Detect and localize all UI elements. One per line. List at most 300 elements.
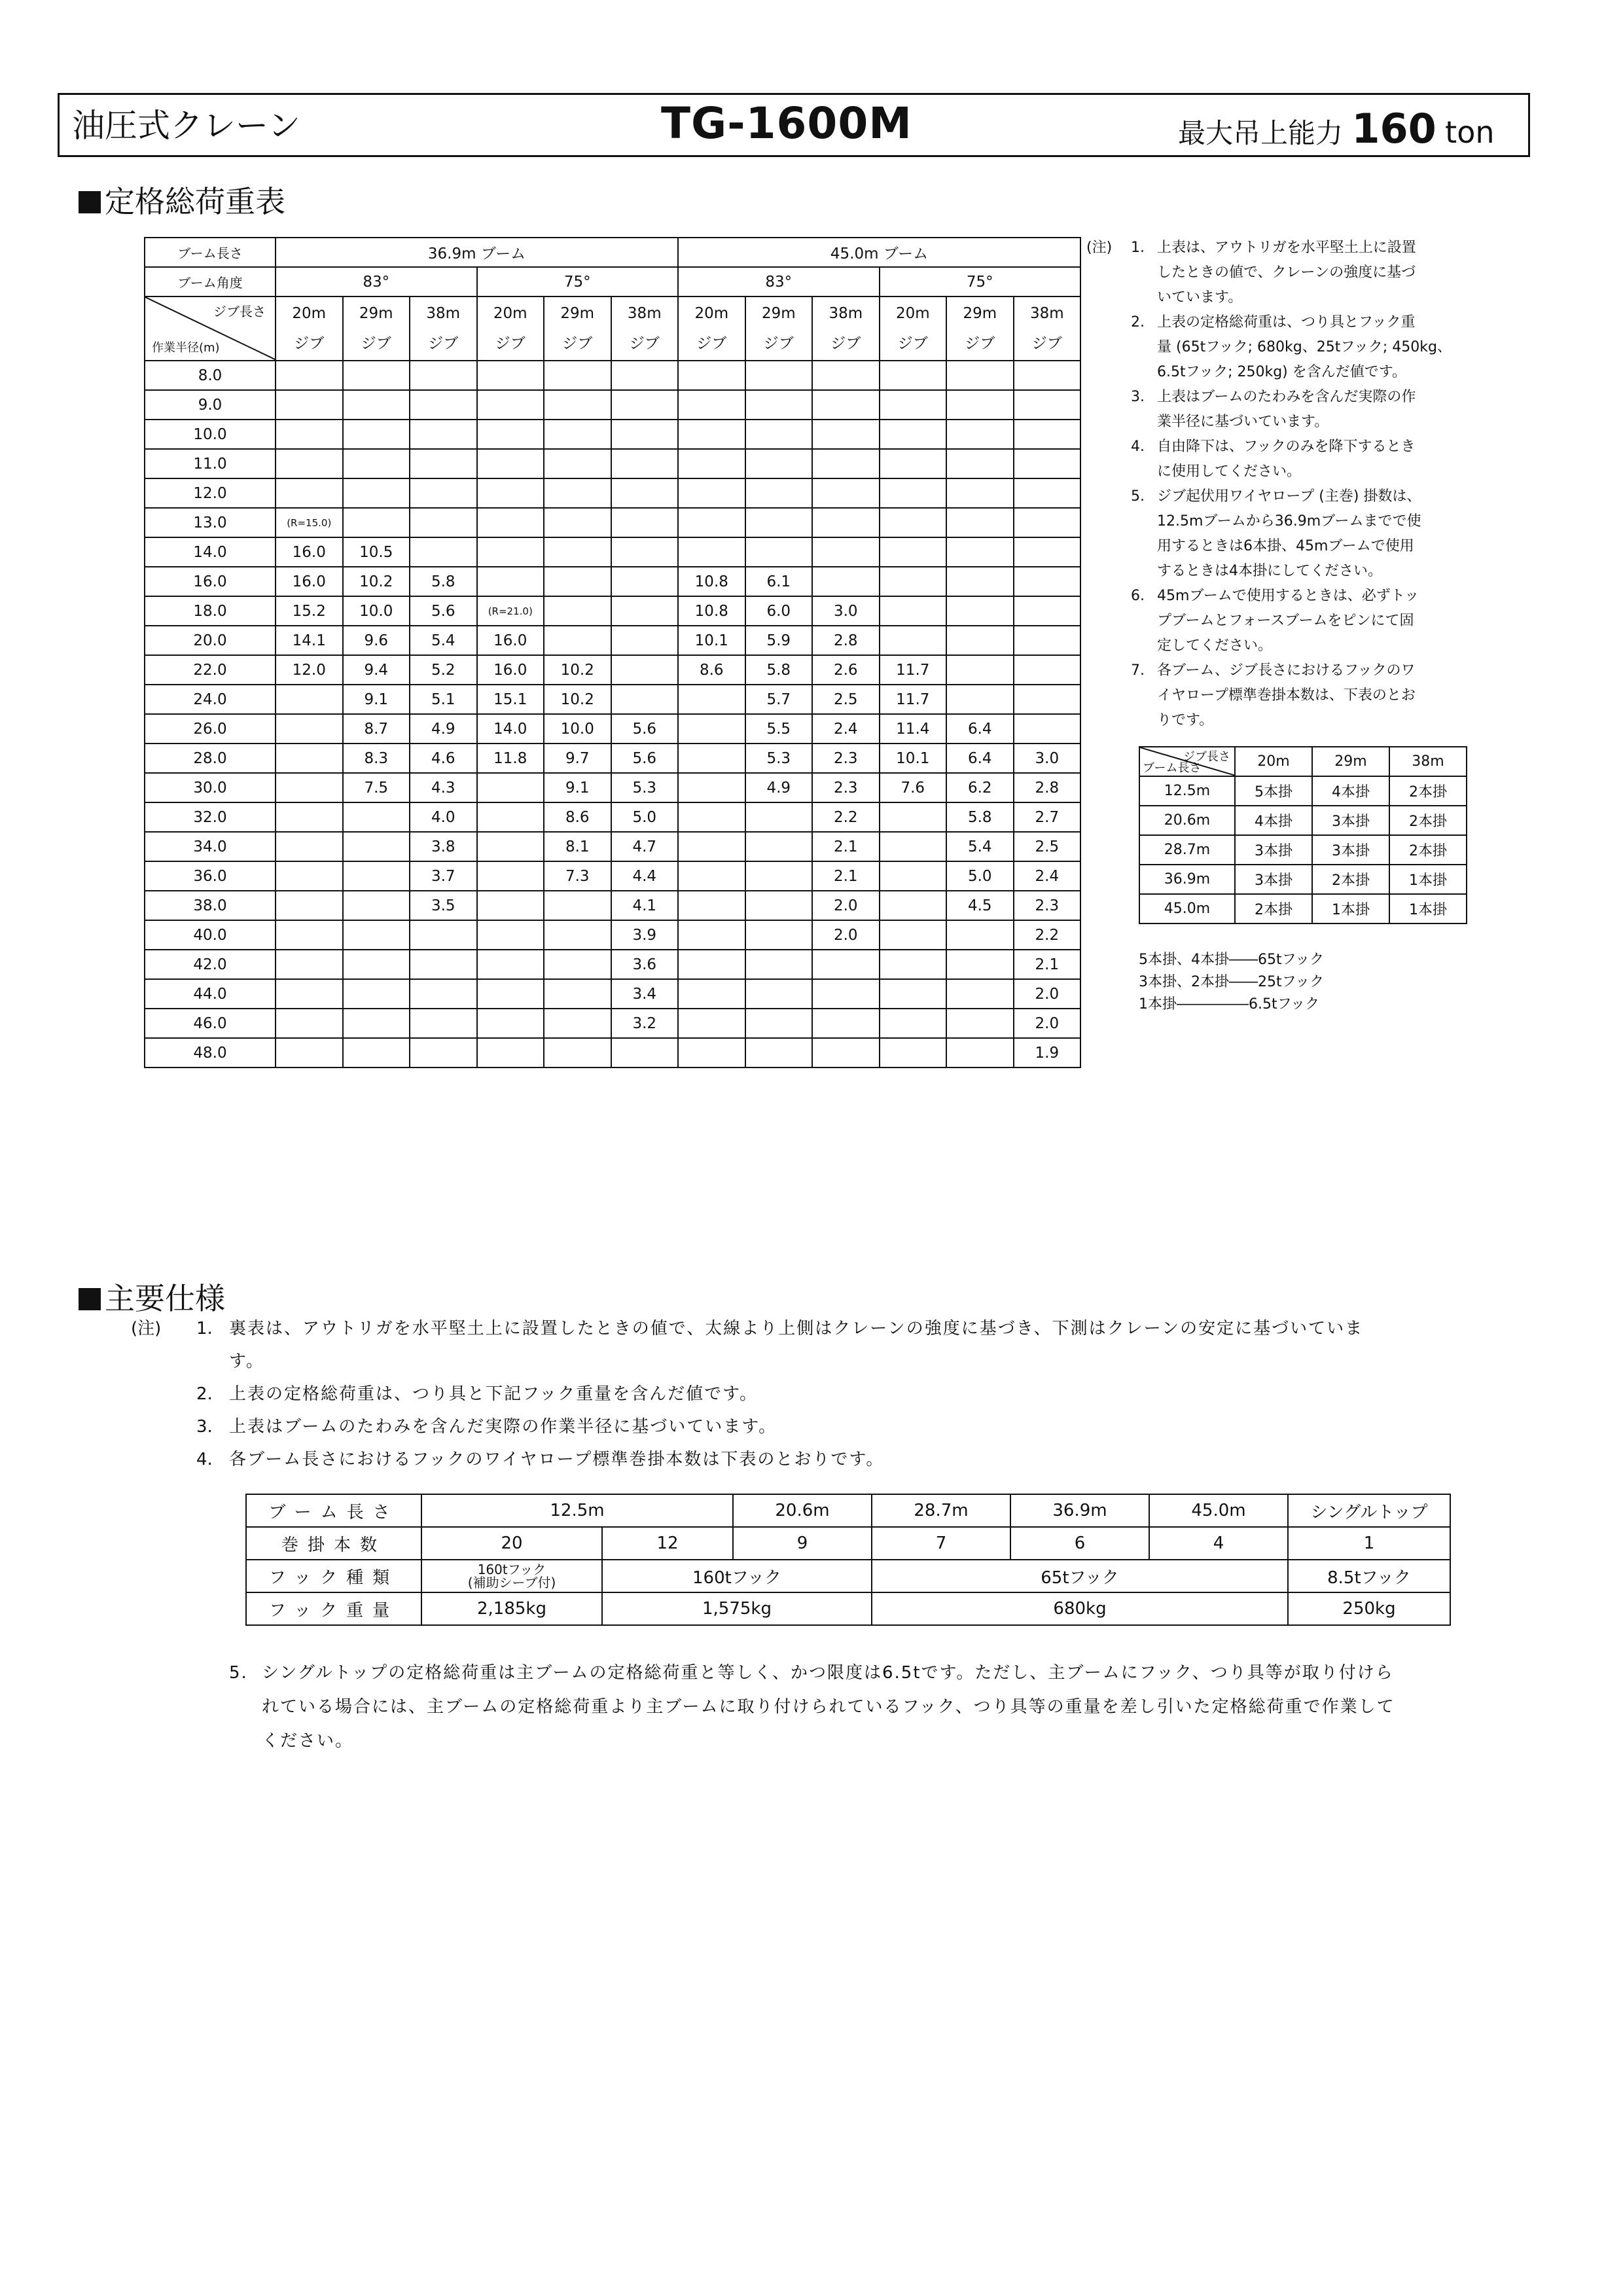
load-cell [678, 979, 745, 1009]
note-line [1086, 609, 1479, 634]
load-cell: 8.6 [678, 655, 745, 685]
reeve-corner-top: ジブ長さ [1183, 750, 1230, 764]
load-cell [946, 596, 1014, 626]
reeve-count-cell: 2本掛 [1389, 776, 1467, 806]
load-cell [544, 979, 611, 1009]
load-cell [477, 832, 544, 861]
note-text: するときは4本掛にしてください。 [1157, 563, 1382, 579]
load-cell [946, 920, 1014, 950]
load-cell [343, 1038, 410, 1067]
note-number: 5. [1131, 488, 1145, 505]
load-cell [745, 420, 813, 449]
jib-length: 29m [963, 304, 997, 322]
load-cell [477, 420, 544, 449]
load-cell [410, 1009, 477, 1038]
spec-label: フック種類 [246, 1560, 421, 1592]
jib-length: 38m [627, 304, 662, 322]
jib-word: ジブ [629, 334, 660, 352]
angle-cell: 83° [678, 267, 880, 296]
load-cell: 3.8 [410, 832, 477, 861]
radius-cell: 36.0 [145, 861, 276, 891]
spec-note-line [131, 1410, 1499, 1443]
spec-boom: シングルトップ [1288, 1494, 1450, 1527]
reeve-count-cell: 4本掛 [1312, 776, 1389, 806]
load-cell: 2.3 [812, 744, 880, 773]
note5-line [229, 1724, 1505, 1758]
note-number [1131, 609, 1157, 634]
jib-length: 38m [1029, 304, 1064, 322]
load-cell [946, 361, 1014, 390]
load-cell [544, 567, 611, 596]
note-number: 3. [1131, 389, 1145, 405]
load-cell [745, 802, 813, 832]
load-cell: 4.9 [410, 714, 477, 744]
load-cell [410, 950, 477, 979]
note-text: 用するときは6本掛、45mブームで使用 [1157, 538, 1414, 554]
note-prefix [1086, 634, 1131, 658]
load-cell [544, 390, 611, 420]
load-cell: 3.0 [1014, 744, 1081, 773]
table-row [145, 744, 1080, 773]
jib-length: 29m [761, 304, 796, 322]
radius-cell: 16.0 [145, 567, 276, 596]
load-cell [678, 420, 745, 449]
table-row [1139, 806, 1467, 835]
load-cell: 4.3 [410, 773, 477, 802]
load-cell [678, 920, 745, 950]
load-cell [276, 685, 343, 714]
load-cell [477, 950, 544, 979]
reeve-count-cell: 2本掛 [1312, 865, 1389, 894]
load-cell: 16.0 [276, 537, 343, 567]
radius-cell: 42.0 [145, 950, 276, 979]
load-cell [946, 655, 1014, 685]
spec-note-prefix [131, 1378, 196, 1410]
load-cell: 2.2 [812, 802, 880, 832]
load-cell [812, 361, 880, 390]
reeve-count-cell: 3本掛 [1235, 865, 1312, 894]
load-cell [410, 979, 477, 1009]
note-line [1086, 260, 1479, 285]
load-cell [1014, 537, 1081, 567]
radius-cell: 44.0 [145, 979, 276, 1009]
spec-note-text: す。 [229, 1352, 264, 1371]
reeve-col-header: 20m [1235, 747, 1312, 776]
load-cell [544, 537, 611, 567]
spec-label: ブーム長さ [246, 1494, 421, 1527]
spec-note-line [131, 1378, 1499, 1410]
load-cell: 5.5 [745, 714, 813, 744]
load-cell: 11.7 [880, 685, 947, 714]
load-cell [946, 626, 1014, 655]
load-cell [544, 596, 611, 626]
note-number [1131, 534, 1157, 559]
jib-header-cell [812, 296, 880, 361]
spec-hook-type: 160tフック [602, 1560, 872, 1592]
note-number [1131, 260, 1157, 285]
load-cell: 2.5 [1014, 832, 1081, 861]
radius-cell: 13.0 [145, 508, 276, 537]
load-cell [745, 1038, 813, 1067]
jib-word: ジブ [965, 334, 995, 352]
header-category: 油圧式クレーン [72, 107, 300, 145]
load-cell [946, 420, 1014, 449]
jib-header-cell [410, 296, 477, 361]
load-cell [880, 567, 947, 596]
load-cell [611, 420, 679, 449]
load-cell [611, 655, 679, 685]
load-cell: 3.0 [812, 596, 880, 626]
jib-header-cell [544, 296, 611, 361]
load-cell [611, 449, 679, 478]
note-text: ジブ起伏用ワイヤロープ (主巻) 掛数は、 [1157, 488, 1421, 505]
load-cell: 9.1 [544, 773, 611, 802]
load-cell: 6.4 [946, 714, 1014, 744]
radius-cell: 28.0 [145, 744, 276, 773]
reeving-table [1139, 746, 1467, 924]
load-cell [678, 832, 745, 861]
load-chart-title: 定格総荷重表 [79, 178, 285, 221]
load-cell [276, 714, 343, 744]
radius-cell: 30.0 [145, 773, 276, 802]
load-cell: 2.0 [812, 891, 880, 920]
load-cell [946, 508, 1014, 537]
table-row [145, 537, 1080, 567]
load-cell: 15.2 [276, 596, 343, 626]
note-number [1131, 559, 1157, 584]
load-cell: 5.7 [745, 685, 813, 714]
note-number: 1. [1131, 240, 1145, 256]
note-line [1086, 484, 1479, 509]
load-cell [880, 832, 947, 861]
load-cell: 5.0 [611, 802, 679, 832]
capacity-unit: ton [1445, 115, 1495, 150]
note-number: 7. [1131, 662, 1145, 679]
table-row [145, 979, 1080, 1009]
black-square-icon [79, 1288, 101, 1310]
radius-cell: 38.0 [145, 891, 276, 920]
load-cell: 5.6 [611, 744, 679, 773]
load-cell [1014, 449, 1081, 478]
note-line [1086, 410, 1479, 435]
load-cell [477, 390, 544, 420]
load-cell: 2.2 [1014, 920, 1081, 950]
radius-cell: 9.0 [145, 390, 276, 420]
radius-cell: 18.0 [145, 596, 276, 626]
radius-cell: 10.0 [145, 420, 276, 449]
load-cell: 3.4 [611, 979, 679, 1009]
load-cell: (R=15.0) [276, 508, 343, 537]
load-cell: 5.6 [611, 714, 679, 744]
load-cell [343, 802, 410, 832]
angle-cell: 83° [276, 267, 477, 296]
load-cell [880, 891, 947, 920]
jib-header-cell [745, 296, 813, 361]
load-cell: 2.0 [1014, 979, 1081, 1009]
note-text: 上表の定格総荷重は、つり具とフック重 [1157, 314, 1416, 331]
note-line [1086, 385, 1479, 410]
load-cell [343, 478, 410, 508]
spec-note-text: 上表はブームのたわみを含んだ実際の作業半径に基づいています。 [229, 1417, 777, 1437]
spec-note-text: 裏表は、アウトリガを水平堅土上に設置したときの値で、太線より上側はクレーンの強度に基づき、下測はクレーンの安定に基づいていま [229, 1319, 1364, 1338]
load-cell: 2.7 [1014, 802, 1081, 832]
note5-text: ください。 [262, 1731, 354, 1751]
load-cell: 8.6 [544, 802, 611, 832]
note-line [1086, 310, 1479, 335]
load-cell: 3.5 [410, 891, 477, 920]
load-cell [477, 478, 544, 508]
note-prefix [1086, 559, 1131, 584]
table-row [145, 449, 1080, 478]
load-cell [745, 979, 813, 1009]
note-prefix [1086, 658, 1131, 683]
load-cell [611, 567, 679, 596]
table-row [145, 802, 1080, 832]
load-cell [611, 361, 679, 390]
load-cell: 16.0 [276, 567, 343, 596]
note-prefix [1086, 509, 1131, 534]
load-cell: 2.4 [1014, 861, 1081, 891]
load-cell [611, 1038, 679, 1067]
load-cell [678, 685, 745, 714]
note-number [1131, 360, 1157, 385]
note5-number [229, 1690, 262, 1724]
load-cell [477, 891, 544, 920]
load-cell [812, 449, 880, 478]
jib-header-cell [276, 296, 343, 361]
spec-note-line [131, 1443, 1499, 1476]
load-cell [880, 537, 947, 567]
table-row [145, 1009, 1080, 1038]
radius-cell: 34.0 [145, 832, 276, 861]
jib-header-cell [678, 296, 745, 361]
note-prefix: (注) [1086, 240, 1113, 256]
spec-table [245, 1494, 1451, 1626]
note-prefix [1086, 484, 1131, 509]
load-cell [611, 508, 679, 537]
load-cell: 4.9 [745, 773, 813, 802]
load-cell [477, 567, 544, 596]
table-row [145, 773, 1080, 802]
load-cell [1014, 714, 1081, 744]
load-cell [611, 478, 679, 508]
capacity-label: 最大吊上能力 [1178, 117, 1344, 149]
jib-length: 20m [895, 304, 930, 322]
load-cell: 8.1 [544, 832, 611, 861]
note-line [1086, 360, 1479, 385]
load-cell: 6.0 [745, 596, 813, 626]
jib-word: ジブ [495, 334, 526, 352]
load-cell [544, 449, 611, 478]
load-cell [1014, 390, 1081, 420]
load-cell [343, 920, 410, 950]
table-row [145, 920, 1080, 950]
radius-cell: 40.0 [145, 920, 276, 950]
note-line [1086, 559, 1479, 584]
load-cell [678, 508, 745, 537]
load-cell [611, 390, 679, 420]
load-cell [544, 508, 611, 537]
note-number [1131, 410, 1157, 435]
load-cell: 5.9 [745, 626, 813, 655]
reeve-boom-cell: 12.5m [1139, 776, 1235, 806]
jib-length: 20m [493, 304, 527, 322]
note-prefix [1086, 609, 1131, 634]
jib-header-cell [477, 296, 544, 361]
note-text: 45mブームで使用するときは、必ずトッ [1157, 588, 1419, 604]
radius-cell: 14.0 [145, 537, 276, 567]
load-cell [477, 1009, 544, 1038]
load-cell: 14.0 [477, 714, 544, 744]
note-prefix [1086, 435, 1131, 459]
note-number: 2. [1131, 314, 1145, 331]
spec-reeving: 6 [1010, 1527, 1149, 1560]
load-cell [343, 979, 410, 1009]
load-cell: 3.2 [611, 1009, 679, 1038]
load-cell [276, 802, 343, 832]
note-text: イヤロープ標準巻掛本数は、下表のとお [1157, 687, 1416, 704]
reeve-count-cell: 3本掛 [1312, 806, 1389, 835]
load-cell [477, 861, 544, 891]
load-cell [880, 508, 947, 537]
load-cell [812, 567, 880, 596]
note-text: 12.5mブームから36.9mブームまでで使 [1157, 513, 1421, 529]
load-cell [946, 1038, 1014, 1067]
load-cell: 3.6 [611, 950, 679, 979]
radius-label: 作業半径(m) [152, 341, 220, 355]
reeve-boom-cell: 45.0m [1139, 894, 1235, 924]
spec-note-prefix [131, 1443, 196, 1476]
jib-word: ジブ [562, 334, 593, 352]
load-cell: 5.8 [410, 567, 477, 596]
note-prefix [1086, 260, 1131, 285]
table-row [145, 891, 1080, 920]
load-cell: 5.6 [410, 596, 477, 626]
load-cell: 4.6 [410, 744, 477, 773]
load-cell [1014, 685, 1081, 714]
note-prefix [1086, 360, 1131, 385]
reeve-col-header: 38m [1389, 747, 1467, 776]
load-cell [544, 361, 611, 390]
spec-note-number: 4. [196, 1450, 213, 1469]
load-cell [410, 537, 477, 567]
load-cell [410, 361, 477, 390]
reeve-count-cell: 1本掛 [1389, 865, 1467, 894]
load-cell [477, 361, 544, 390]
load-cell: 10.2 [343, 567, 410, 596]
jib-length: 29m [359, 304, 393, 322]
note-line [1086, 285, 1479, 310]
load-cell [544, 950, 611, 979]
load-cell: 4.4 [611, 861, 679, 891]
boom-length-label: ブーム長さ [145, 238, 276, 267]
table-row [1139, 835, 1467, 865]
load-cell: 5.1 [410, 685, 477, 714]
load-cell [812, 508, 880, 537]
load-cell: (R=21.0) [477, 596, 544, 626]
note-prefix [1086, 459, 1131, 484]
load-cell [745, 449, 813, 478]
note-line [1086, 658, 1479, 683]
jib-word: ジブ [1031, 334, 1062, 352]
jib-length-label: ジブ長さ [213, 304, 266, 319]
load-cell: 11.7 [880, 655, 947, 685]
load-cell: 2.5 [812, 685, 880, 714]
spec-label: フック重量 [246, 1592, 421, 1625]
spec-hook-weight: 1,575kg [602, 1592, 872, 1625]
reeve-count-cell: 1本掛 [1312, 894, 1389, 924]
load-cell [477, 508, 544, 537]
load-cell [1014, 567, 1081, 596]
load-cell [946, 567, 1014, 596]
note-line [1086, 683, 1479, 708]
load-cell [745, 950, 813, 979]
load-cell [276, 1009, 343, 1038]
note-line [1086, 708, 1479, 733]
load-cell: 5.8 [745, 655, 813, 685]
load-cell: 2.1 [1014, 950, 1081, 979]
reeve-count-cell: 3本掛 [1235, 835, 1312, 865]
note-text: 各ブーム、ジブ長さにおけるフックのワ [1157, 662, 1416, 679]
load-cell [276, 861, 343, 891]
note-prefix [1086, 584, 1131, 609]
load-cell [477, 449, 544, 478]
hook-legend-line: 3本掛、2本掛――25tフック [1139, 974, 1325, 990]
table-row [145, 950, 1080, 979]
jib-header-cell [611, 296, 679, 361]
load-cell [946, 685, 1014, 714]
load-cell [678, 714, 745, 744]
load-cell [276, 950, 343, 979]
spec-reeving: 9 [733, 1527, 872, 1560]
note-prefix [1086, 285, 1131, 310]
load-cell [276, 891, 343, 920]
load-cell [276, 773, 343, 802]
load-cell [812, 1038, 880, 1067]
load-cell [1014, 420, 1081, 449]
load-cell [1014, 626, 1081, 655]
note-number [1131, 335, 1157, 360]
load-cell [678, 1038, 745, 1067]
load-cell: 16.0 [477, 655, 544, 685]
load-cell: 7.6 [880, 773, 947, 802]
load-cell [812, 1009, 880, 1038]
load-cell: 2.0 [1014, 1009, 1081, 1038]
capacity-value: 160 [1351, 105, 1436, 152]
reeve-boom-cell: 36.9m [1139, 865, 1235, 894]
load-cell [745, 832, 813, 861]
load-cell: 3.9 [611, 920, 679, 950]
load-cell [745, 537, 813, 567]
load-cell: 11.8 [477, 744, 544, 773]
spec-note-number [196, 1345, 229, 1378]
load-cell [276, 390, 343, 420]
note-text: 上表は、アウトリガを水平堅土上に設置 [1157, 240, 1416, 256]
note-number [1131, 634, 1157, 658]
load-cell [678, 744, 745, 773]
load-cell [544, 478, 611, 508]
jib-header-cell [880, 296, 947, 361]
load-cell [880, 626, 947, 655]
table-row [145, 832, 1080, 861]
load-cell [812, 950, 880, 979]
load-cell [812, 420, 880, 449]
load-cell [678, 537, 745, 567]
note-text: 6.5tフック; 250kg) を含んだ値です。 [1157, 364, 1406, 380]
load-cell [1014, 596, 1081, 626]
load-cell [343, 861, 410, 891]
spec-boom: 45.0m [1149, 1494, 1288, 1527]
